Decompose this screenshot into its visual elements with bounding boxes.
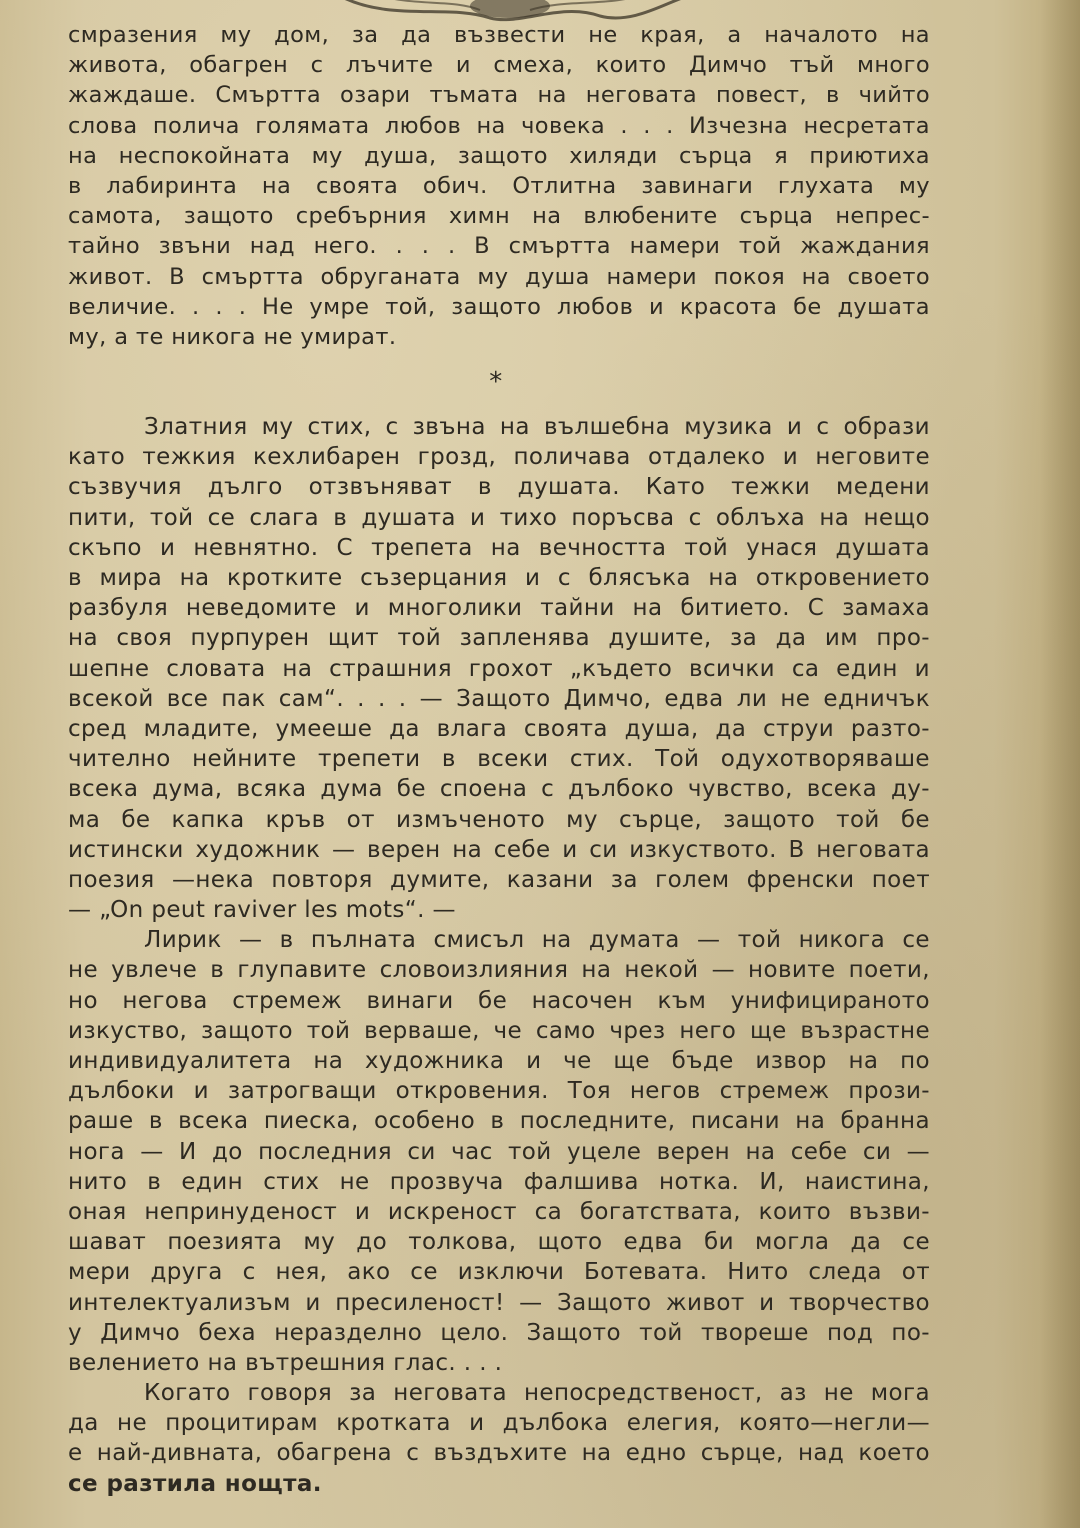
document-body xyxy=(68,20,930,1499)
text-line: е най-дивната, обагрена с въздъхите на едно сърце, над което xyxy=(68,1440,930,1467)
text-line: съзвучия дълго отзвъняват в душата. Като тежки медени xyxy=(68,474,930,501)
text-line: живот. В смъртта обруганата му душа намери покоя на своето xyxy=(68,263,930,290)
text-line: чително нейните трепети в всеки стих. Той одухотворяваше xyxy=(68,746,930,773)
text-line: смразения му дом, за да възвести не края, а началото на xyxy=(68,22,930,48)
paragraph-1 xyxy=(68,20,930,352)
section-separator: * xyxy=(489,367,503,398)
text-line: му, а те никога не умират. xyxy=(68,323,397,350)
text-line: като тежкия кехлибарен грозд, поличава отдалеко и неговите xyxy=(68,444,930,471)
text-line: жаждаше. Смъртта озари тъмата на неговата повест, в чийто xyxy=(68,82,930,109)
text-line: не увлече в глупавите словоизлияния на некой — новите поети, xyxy=(68,957,930,984)
text-line: Когато говоря за неговата непосредственост, аз не мога xyxy=(144,1380,930,1407)
text-line: в мира на кротките съзерцания и с блясъка на откровението xyxy=(68,565,930,591)
text-line: нито в един стих не прозвуча фалшива нотка. И, наистина, xyxy=(68,1168,930,1195)
text-line: величие. . . . Не умре той, защото любов и красота бе душата xyxy=(68,293,930,320)
text-line: тайно звъни над него. . . . В смъртта намери той жаждания xyxy=(68,233,930,260)
text-line: Златния му стих, с звъна на вълшебна музика и с образи xyxy=(144,414,930,441)
text-line: на неспокойната му душа, защото хиляди сърца я приютиха xyxy=(68,142,930,169)
text-line: поезия —нека повторя думите, казани за голем френски поет xyxy=(68,866,930,893)
text-line: — „On peut raviver les mots“. — xyxy=(68,897,456,924)
text-line: индивидуалитета на художника и че ще бъде извор на по xyxy=(68,1048,930,1074)
text-line: ма бе капка кръв от измъченото му сърце, защото той бе xyxy=(68,806,930,833)
page-edge-shadow xyxy=(1040,0,1080,1528)
text-line: раше в всека пиеска, особено в последните, писани на бранна xyxy=(68,1108,930,1135)
text-line: изкуство, защото той верваше, че само чрез него ще възрастне xyxy=(68,1017,930,1044)
text-line: мери друга с нея, ако се изключи Ботевата. Нито следа от xyxy=(68,1259,930,1286)
text-line: нога — И до последния си час той уцеле верен на себе си — xyxy=(68,1138,930,1165)
text-line: пити, той се слага в душата и тихо поръсва с облъха на нещо xyxy=(68,504,930,531)
text-line: оная непринуденост и искреност са богатствата, които възви- xyxy=(68,1198,930,1225)
text-line: истински художник — верен на себе и си изкуството. В неговата xyxy=(68,836,930,863)
text-line: в лабиринта на своята обич. Отлитна завинаги глухата му xyxy=(68,172,930,199)
text-line: но негова стремеж винаги бе насочен към унифицираното xyxy=(68,987,930,1014)
text-line: всекой все пак сам“. . . . — Защото Димчо, едва ли не едничък xyxy=(68,685,930,712)
text-line: шепне словата на страшния грохот „където всички са един и xyxy=(68,655,930,682)
text-line: шават поезията му до толкова, щото едва би могла да се xyxy=(68,1229,930,1256)
text-line: всека дума, всяка дума бе споена с дълбоко чувство, всека ду- xyxy=(68,776,930,803)
paragraph-2 xyxy=(68,412,930,925)
text-line: се разтила нощта. xyxy=(68,1470,322,1497)
text-line: Лирик — в пълната смисъл на думата — той никога се xyxy=(144,927,930,954)
text-line: живота, обагрен с лъчите и смеха, които Димчо тъй много xyxy=(68,52,930,79)
text-line: разбуля неведомите и многолики тайни на битието. С замаха xyxy=(68,595,930,622)
text-line: самота, защото сребърния химн на влюбените сърца непрес- xyxy=(68,203,930,230)
paragraph-4 xyxy=(68,1378,930,1499)
text-line: интелектуализъм и пресиленост! — Защото живот и творчество xyxy=(68,1289,930,1316)
text-line: велението на вътрешния глас. . . . xyxy=(68,1349,503,1376)
paragraph-3 xyxy=(68,925,930,1378)
text-line: да не процитирам кротката и дълбока елегия, която—негли— xyxy=(68,1410,930,1437)
text-line: сред младите, умееше да влага своята душа, да струи разто- xyxy=(68,715,930,742)
text-line: скъпо и невнятно. С трепета на вечността той унася душата xyxy=(68,534,930,561)
text-line: дълбоки и затрогващи откровения. Тоя негов стремеж прози- xyxy=(68,1078,930,1105)
text-line: на своя пурпурен щит той запленява душите, за да им про- xyxy=(68,625,930,652)
text-line: у Димчо беха неразделно цело. Защото той твореше под по- xyxy=(68,1319,930,1346)
text-line: слова полича голямата любов на човека . . . Изчезна несретата xyxy=(68,112,930,139)
